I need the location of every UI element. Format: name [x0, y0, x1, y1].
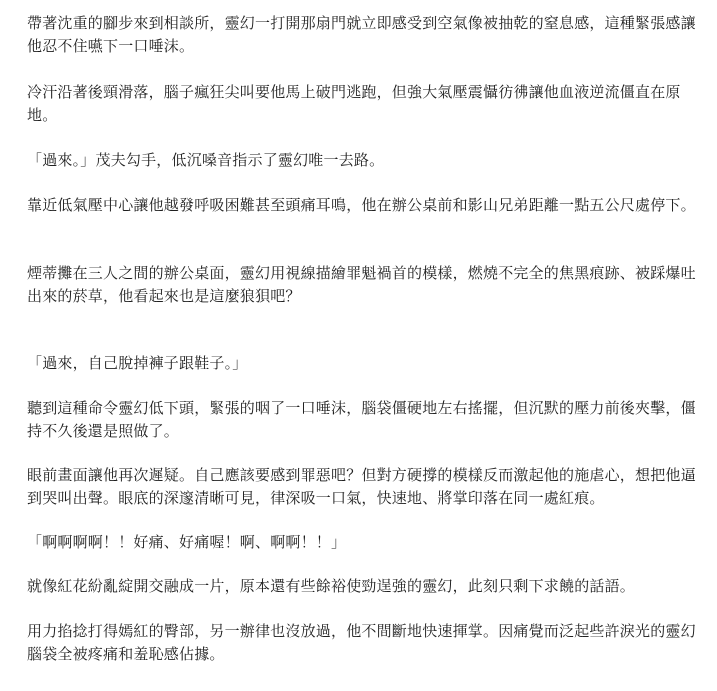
paragraph-1: 帶著沈重的腳步來到相談所，靈幻一打開那扇門就立即感受到空氣像被抽乾的窒息感，這種緊張感讓他忍不住嚥下一口唾沫。	[27, 14, 696, 55]
paragraph-6: 「過來，自己脫掉褲子跟鞋子。」	[27, 354, 248, 372]
paragraph-8: 眼前畫面讓他再次遲疑。自己應該要感到罪惡吧？但對方硬撐的模樣反而激起他的施虐心，想把他逼到哭叫出聲。眼底的深邃清晰可見，律深吸一口氣，快速地、將掌印落在同一處紅痕。	[27, 466, 696, 507]
paragraph-7: 聽到這種命令靈幻低下頭，緊張的咽了一口唾沫，腦袋僵硬地左右搖擺，但沉默的壓力前後夾擊，僵持不久後還是照做了。	[27, 399, 696, 440]
paragraph-5: 煙蒂攤在三人之間的辦公桌面，靈幻用視線描繪罪魁禍首的模樣，燃燒不完全的焦黑痕跡、被踩爆吐出來的菸草，他看起來也是這麼狼狽吧？	[27, 264, 696, 305]
paragraph-10: 就像紅花紛亂綻開交融成一片，原本還有些餘裕使勁逞強的靈幻，此刻只剩下求饒的話語。	[27, 577, 636, 595]
paragraph-2: 冷汗沿著後頸滑落，腦子瘋狂尖叫要他馬上破門逃跑，但強大氣壓震懾彷彿讓他血液逆流僵直在原地。	[27, 83, 681, 124]
paragraph-4: 靠近低氣壓中心讓他越發呼吸困難甚至頭痛耳鳴，他在辦公桌前和影山兄弟距離一點五公尺處停下。	[27, 196, 696, 214]
paragraph-3: 「過來。」茂夫勾手，低沉嗓音指示了靈幻唯一去路。	[27, 151, 385, 169]
paragraph-11: 用力掐捻打得嫣紅的臀部，另一辦律也沒放過，他不間斷地快速揮掌。因痛覺而泛起些許淚光的靈幻腦袋全被疼痛和羞恥感佔據。	[27, 622, 696, 663]
paragraph-9: 「啊啊啊啊！！好痛、好痛喔！啊、啊啊！！」	[27, 533, 347, 551]
